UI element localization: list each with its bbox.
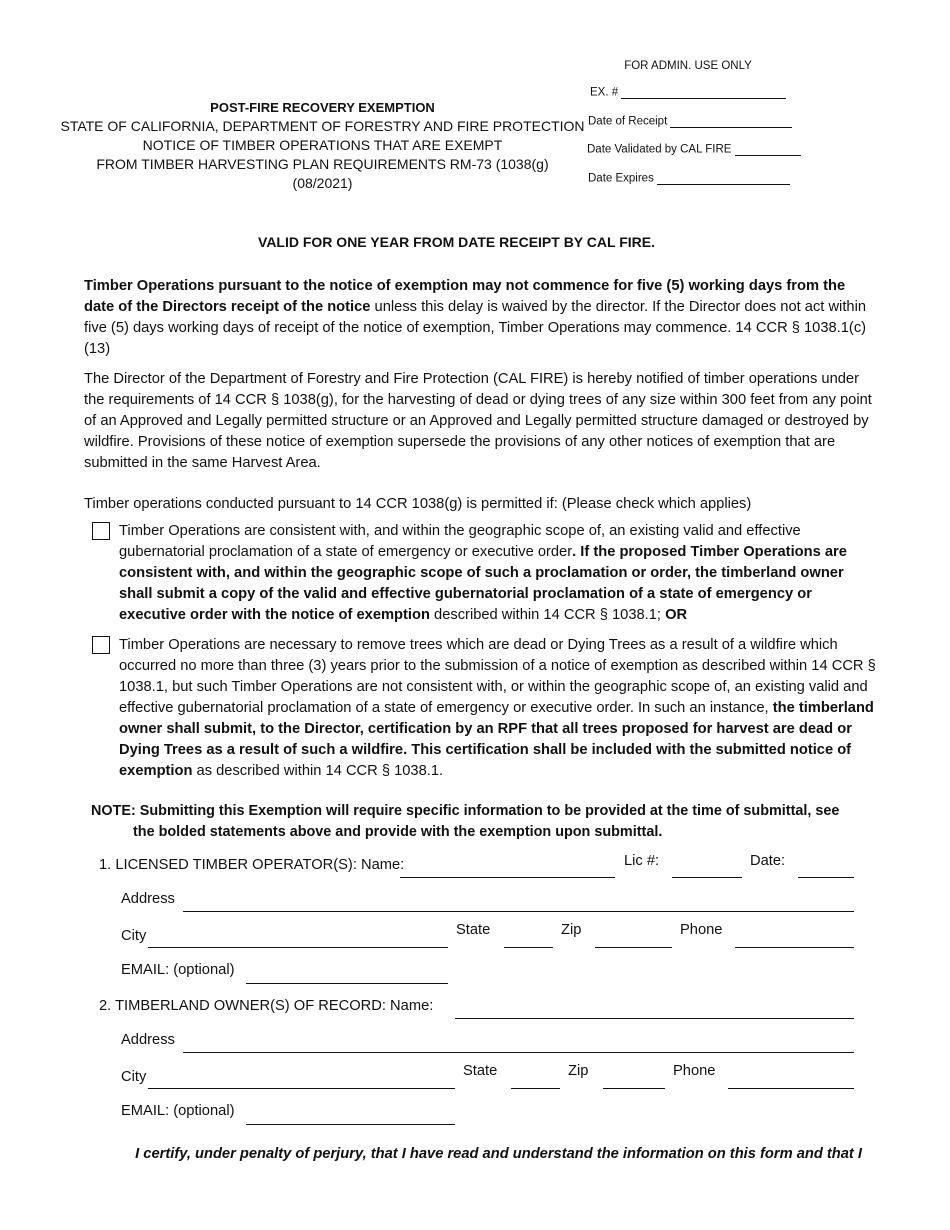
lto-email-label: EMAIL: (optional) [121,962,235,978]
option-rpf-certification-text [119,635,877,782]
lto-lic-label: Lic #: [624,853,660,869]
commencement-bold-text: Timber Operations pursuant to the notice of exemption may not commence for five (5) working days from the date of the Directors receipt of the notice [84,278,846,315]
lto-address-label: Address [121,891,175,907]
commencement-paragraph [84,276,874,360]
ex-number-label: EX. # [590,86,619,99]
submittal-note [91,801,881,843]
lto-state-field[interactable] [504,927,553,948]
valid-notice: VALID FOR ONE YEAR FROM DATE RECEIPT BY CAL FIRE. [258,234,655,250]
lto-city-label: City [121,928,147,944]
lto-city-field[interactable] [148,927,448,948]
permitted-if-text: Timber operations conducted pursuant to 14 CCR 1038(g) is permitted if: (Please check which applies) [84,496,752,512]
option1-text-a: Timber Operations are consistent with, and within the geographic scope of, an existing valid and effective gubernatorial proclamation of a state of emergency or executive order [119,523,801,560]
option2-bold-text-b: the timberland owner shall submit, to the Director, certification by an RPF that all trees proposed for harvest are dead or Dying Trees as a result of such a wildfire [119,700,874,758]
admin-title: FOR ADMIN. USE ONLY [624,60,752,72]
form-header [60,98,585,193]
owner-city-label: City [121,1069,147,1085]
lto-zip-label: Zip [561,922,582,938]
owner-phone-field[interactable] [728,1068,854,1089]
date-validated-label: Date Validated by CAL FIRE [587,143,732,156]
header-line-notice: NOTICE OF TIMBER OPERATIONS THAT ARE EXEMPT [142,137,503,153]
lto-address-field[interactable] [183,891,854,912]
owner-name-label: 2. TIMBERLAND OWNER(S) OF RECORD: Name: [99,998,434,1014]
option1-text-c: described within 14 CCR § 1038.1; [429,607,666,623]
owner-email-label: EMAIL: (optional) [121,1103,235,1119]
date-of-receipt-field[interactable] [670,113,792,128]
owner-address-label: Address [121,1032,175,1048]
lto-date-field[interactable] [798,857,854,878]
owner-email-field[interactable] [246,1104,455,1125]
owner-state-label: State [463,1063,498,1079]
lto-state-label: State [456,922,491,938]
ex-number-field[interactable] [621,84,786,99]
owner-zip-field[interactable] [603,1068,665,1089]
lto-date-label: Date: [750,853,786,869]
lto-name-label: 1. LICENSED TIMBER OPERATOR(S): Name: [99,857,405,873]
option2-bold-text-c: . This certification shall be included with the submitted notice of exemption [119,742,852,779]
option-rpf-certification-checkbox[interactable] [92,636,110,654]
owner-name-field[interactable] [455,998,854,1019]
option-proclamation-checkbox[interactable] [92,522,110,540]
owner-zip-label: Zip [568,1063,589,1079]
date-expires-label: Date Expires [588,172,654,184]
date-of-receipt-label: Date of Receipt [588,115,668,127]
date-validated-field[interactable] [735,141,801,156]
header-line-agency: STATE OF CALIFORNIA, DEPARTMENT OF FORESTRY AND FIRE PROTECTION [60,118,585,134]
certification-statement: I certify, under penalty of perjury, that I have read and understand the information on this form and that I [135,1146,862,1162]
lto-name-field[interactable] [400,857,615,878]
lto-lic-field[interactable] [672,857,742,878]
option1-bold-text: . If the proposed Timber Operations are consistent with, and within the geographic scope of such a proclamation or order, the timberland owner shall submit a copy of the valid and effective gubernatorial proclamation of a state of emergency or executive order with the notice of exemption [119,544,847,623]
date-expires-field[interactable] [657,170,790,185]
form-title: POST-FIRE RECOVERY EXEMPTION [210,100,435,115]
commencement-text: unless this delay is waived by the director. If the Director does not act within five (5) days working days of receipt of the notice of exemption, Timber Operations may commence. 14 CCR § 1038.1(c)(13) [84,299,867,357]
owner-city-field[interactable] [148,1068,455,1089]
note-line-2: the bolded statements above and provide with the exemption upon submittal. [133,824,663,840]
director-notification-paragraph: The Director of the Department of Forestry and Fire Protection (CAL FIRE) is hereby notified of timber operations under the requirements of 14 CCR § 1038(g), for the harvesting of dead or dying trees of any size within 300 feet from any point of an Approved and Legally permitted structure or an Approved and Legally permitted structure damaged or destroyed by wildfire. Provisions of these notice of exemption supersede the provisions of any other notices of exemption that are submitted in the same Harvest Area. [84,371,872,471]
header-line-form-number: FROM TIMBER HARVESTING PLAN REQUIREMENTS RM-73 (1038(g) [96,156,549,172]
header-line-revision: (08/2021) [292,175,353,191]
lto-phone-label: Phone [680,922,723,938]
owner-state-field[interactable] [511,1068,560,1089]
lto-zip-field[interactable] [595,927,672,948]
option2-text-a: Timber Operations are necessary to remove trees which are dead or Dying Trees as a result of a wildfire which occurred no more than three (3) years prior to the submission of a notice of exemption as described within 14 CCR § 1038.1, but such Timber Operations are not consistent with, or within the geographic scope of, an existing valid and effective gubernatorial proclamation of a state of emergency or executive order. In such an instance, [119,637,876,716]
owner-address-field[interactable] [183,1032,854,1053]
option2-text-d: as described within 14 CCR § 1038.1. [192,763,444,779]
lto-phone-field[interactable] [735,927,854,948]
admin-use-block [578,60,798,198]
owner-phone-label: Phone [673,1063,716,1079]
option1-or: OR [665,607,688,623]
option-proclamation-text [119,521,877,626]
note-line-1: NOTE: Submitting this Exemption will require specific information to be provided at the time of submittal, see [91,803,840,819]
lto-email-field[interactable] [246,963,448,984]
